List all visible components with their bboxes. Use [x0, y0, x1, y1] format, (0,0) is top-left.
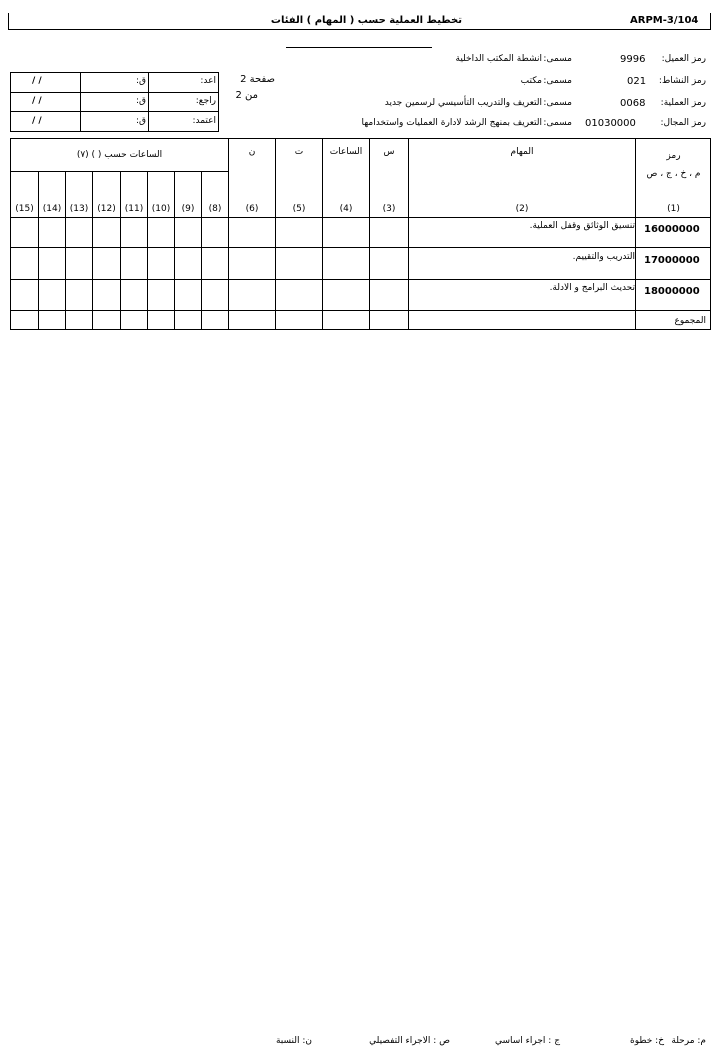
process-name: التعريف والتدريب التأسيسي لرسمين جديد: [384, 98, 542, 108]
approval-role-prepared: اعد:: [200, 76, 216, 86]
page-total: من 2: [235, 90, 258, 101]
approval-date-prepared: / /: [32, 76, 42, 86]
col-divider: [65, 171, 66, 330]
activity-name-label: مسمى:: [543, 76, 572, 86]
col-divider: [322, 138, 323, 330]
col-number: (9): [181, 204, 195, 214]
header-n: ن: [248, 147, 256, 157]
header-tasks: المهام: [510, 147, 534, 157]
planning-table: [10, 138, 711, 330]
approval-row-divider: [10, 111, 219, 112]
client-code: 9996: [620, 54, 646, 65]
col-divider: [369, 138, 370, 330]
row-divider: [10, 310, 711, 311]
col-divider: [147, 171, 148, 330]
approval-date-reviewed: / /: [32, 96, 42, 106]
legend-step: خ: خطوة: [629, 1036, 664, 1046]
row-divider: [10, 279, 711, 280]
header-hours-by: الساعات حسب ( ) (٧): [76, 150, 163, 160]
field-code-label: رمز المجال:: [660, 118, 706, 128]
header-underline: [8, 29, 711, 30]
row-divider: [10, 247, 711, 248]
row-task: تنسيق الوثائق وقفل العملية.: [529, 221, 635, 231]
activity-code: 021: [627, 76, 647, 87]
approval-date-approved: / /: [32, 116, 42, 126]
col-divider: [201, 171, 202, 330]
legend-ratio: ن: النسبة: [275, 1036, 312, 1046]
approval-col-divider: [148, 72, 149, 132]
legend-basic-procedure: ج : اجراء اساسي: [494, 1036, 560, 1046]
row-code: 17000000: [644, 255, 700, 266]
field-code: 01030000: [585, 118, 636, 129]
col-number: (1): [667, 204, 680, 214]
document-code: ARPM-3/104: [630, 15, 699, 26]
client-name-label: مسمى:: [543, 54, 572, 64]
hours-by-subheader-line: [10, 171, 228, 172]
legend-detailed-procedure: ص : الاجراء التفصيلي: [369, 1036, 450, 1046]
col-divider: [635, 138, 636, 330]
legend-phase: م: مرحلة: [671, 1036, 706, 1046]
title-separator: [286, 47, 432, 48]
approval-row-divider: [10, 92, 219, 93]
col-divider: [408, 138, 409, 330]
approval-role-reviewed: راجع:: [195, 96, 216, 106]
col-number: (2): [515, 204, 529, 214]
process-code-label: رمز العملية:: [660, 98, 706, 108]
col-number: (13): [69, 204, 89, 214]
header-s: س: [383, 147, 395, 157]
activity-name: مكتب: [520, 76, 542, 86]
col-number: (14): [42, 204, 62, 214]
approval-code-prepared: ق:: [135, 76, 146, 86]
col-divider: [92, 171, 93, 330]
activity-code-label: رمز النشاط:: [658, 76, 706, 86]
header-code-sub: م ، خ ، ج ، ص: [646, 169, 701, 179]
col-number: (4): [339, 204, 353, 214]
header-t: ت: [294, 147, 304, 157]
row-task: التدريب والتقييم.: [572, 252, 635, 262]
header-left-border: [8, 13, 9, 30]
approval-code-approved: ق:: [135, 116, 146, 126]
header-hours: الساعات: [329, 147, 363, 157]
client-name: انشطة المكتب الداخلية: [455, 54, 542, 64]
col-divider: [228, 138, 229, 330]
page-title: تخطيط العملية حسب ( المهام ) الفئات: [270, 15, 462, 26]
col-divider: [38, 171, 39, 330]
process-name-label: مسمى:: [543, 98, 572, 108]
col-number: (15): [15, 204, 34, 214]
approval-role-approved: اعتمد:: [192, 116, 216, 126]
header-right-border: [710, 13, 711, 30]
row-task: تحديث البرامج و الادلة.: [549, 283, 635, 293]
page-number: صفحة 2: [240, 74, 275, 85]
col-divider: [120, 171, 121, 330]
col-number: (3): [382, 204, 396, 214]
row-code: 16000000: [644, 224, 700, 235]
row-code: 18000000: [644, 286, 700, 297]
col-number: (5): [292, 204, 306, 214]
total-label: المجموع: [674, 316, 706, 326]
col-divider: [275, 138, 276, 330]
col-number: (8): [208, 204, 222, 214]
process-code: 0068: [620, 98, 646, 109]
header-bottom-line: [10, 217, 711, 218]
header-code: رمز: [666, 151, 681, 161]
col-number: (6): [245, 204, 259, 214]
field-name: التعريف بمنهج الرشد لادارة العمليات واستخدامها: [361, 118, 542, 128]
col-number: (10): [151, 204, 171, 214]
field-name-label: مسمى:: [543, 118, 572, 128]
approval-col-divider: [80, 72, 81, 132]
client-code-label: رمز العميل:: [661, 54, 706, 64]
approval-code-reviewed: ق:: [135, 96, 146, 106]
col-divider: [174, 171, 175, 330]
col-number: (11): [124, 204, 144, 214]
col-number: (12): [97, 204, 116, 214]
